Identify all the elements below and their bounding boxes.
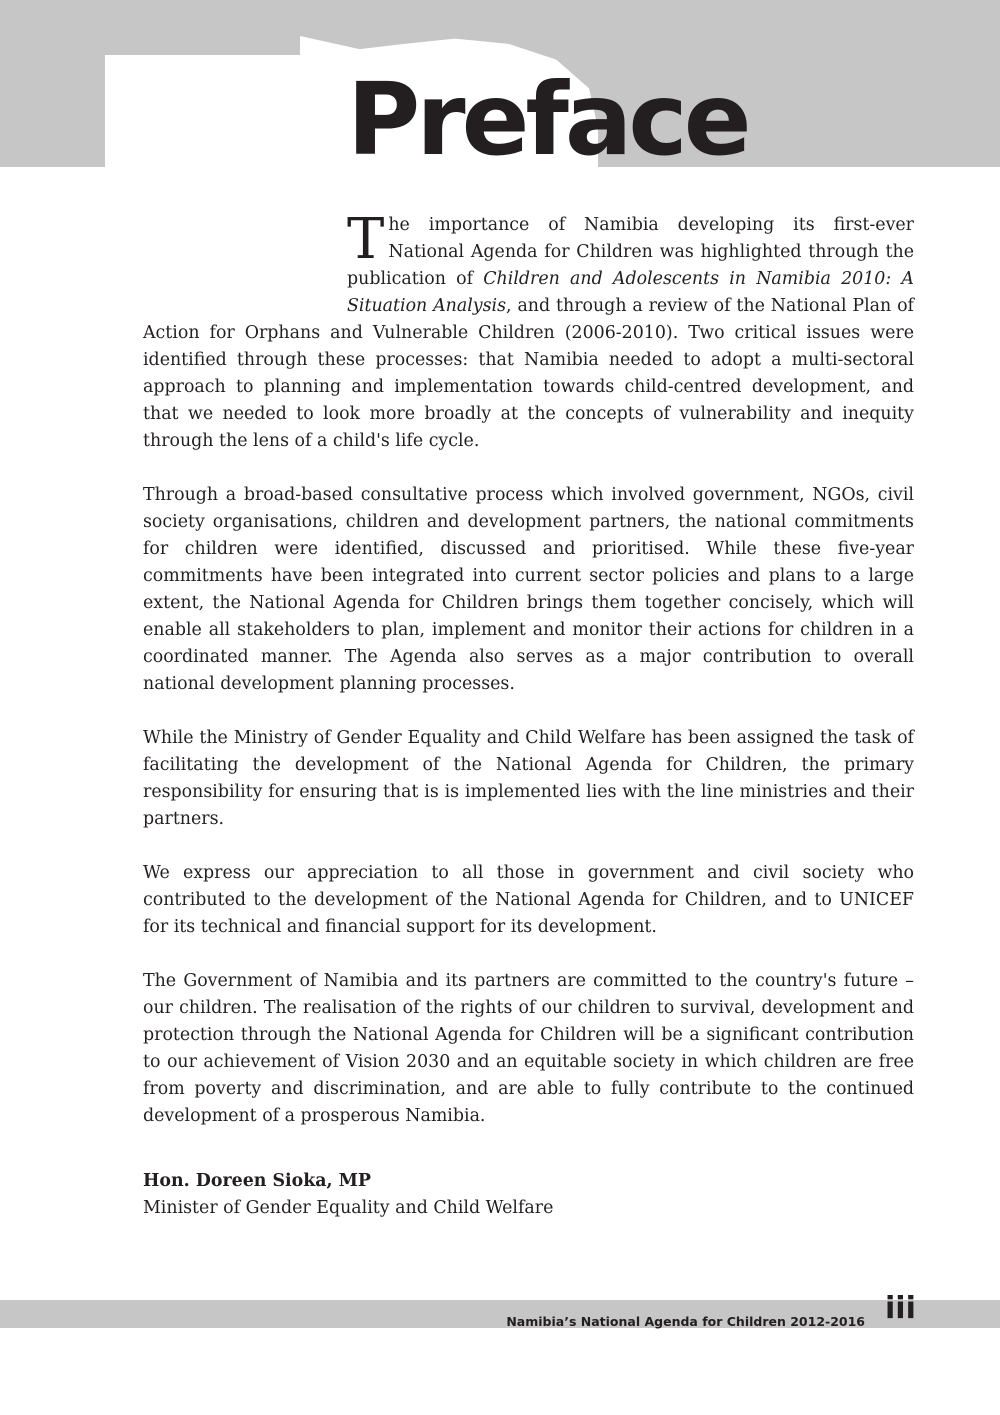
publication-title: Children and Adolescents in Namibia 2010: A Situation Analysis <box>347 269 914 316</box>
signature-name: Hon. Doreen Sioka, MP <box>143 1171 371 1191</box>
footer-publication-title: Namibia’s National Agenda for Children 2012-2016 <box>506 1314 865 1329</box>
page-number: iii <box>885 1291 916 1326</box>
paragraph-3: While the Ministry of Gender Equality and Child Welfare has been assigned the task of facilitating the development of the National Agenda for Children, the primary responsibility for ensuring that is is implemented lies with the line ministries and their partners. <box>143 728 914 829</box>
drop-cap: T <box>347 207 385 272</box>
preface-body <box>143 207 914 1157</box>
paragraph-4: We express our appreciation to all those in government and civil society who contributed to the development of the National Agenda for Children, and to UNICEF for its technical and financial support for its development. <box>143 863 914 937</box>
signature-title: Minister of Gender Equality and Child Welfare <box>143 1198 554 1218</box>
paragraph-1-lead: he importance of Namibia developing its first-ever National Agenda for Children was highlighted through the publication of <box>347 215 914 289</box>
paragraph-2: Through a broad-based consultative process which involved government, NGOs, civil society organisations, children and development partners, the national commitments for children were identified, discussed and prioritised. While these five-year commitments have been integrated into current sector policies and plans to a large extent, the National Agenda for Children brings them together concisely, which will enable all stakeholders to plan, implement and monitor their actions for children in a coordinated manner. The Agenda also serves as a major contribution to overall national development planning processes. <box>143 485 914 694</box>
paragraph-1-rest: , and through a review of the National Plan of Action for Orphans and Vulnerable Children (2006-2010). Two critical issues were identified through these processes: that Namibia needed to adopt a multi-sectoral approach to planning and implementation towards child-centred development, and that we needed to look more broadly at the concepts of vulnerability and inequity through the lens of a child's life cycle. <box>143 296 914 451</box>
intro-spacer <box>143 212 347 320</box>
page-title: Preface <box>347 61 748 178</box>
paragraph-5: The Government of Namibia and its partners are committed to the country's future – our children. The realisation of the rights of our children to survival, development and protection through the National Agenda for Children will be a significant contribution to our achievement of Vision 2030 and an equitable society in which children are free from poverty and discrimination, and are able to fully contribute to the continued development of a prosperous Namibia. <box>143 971 914 1126</box>
